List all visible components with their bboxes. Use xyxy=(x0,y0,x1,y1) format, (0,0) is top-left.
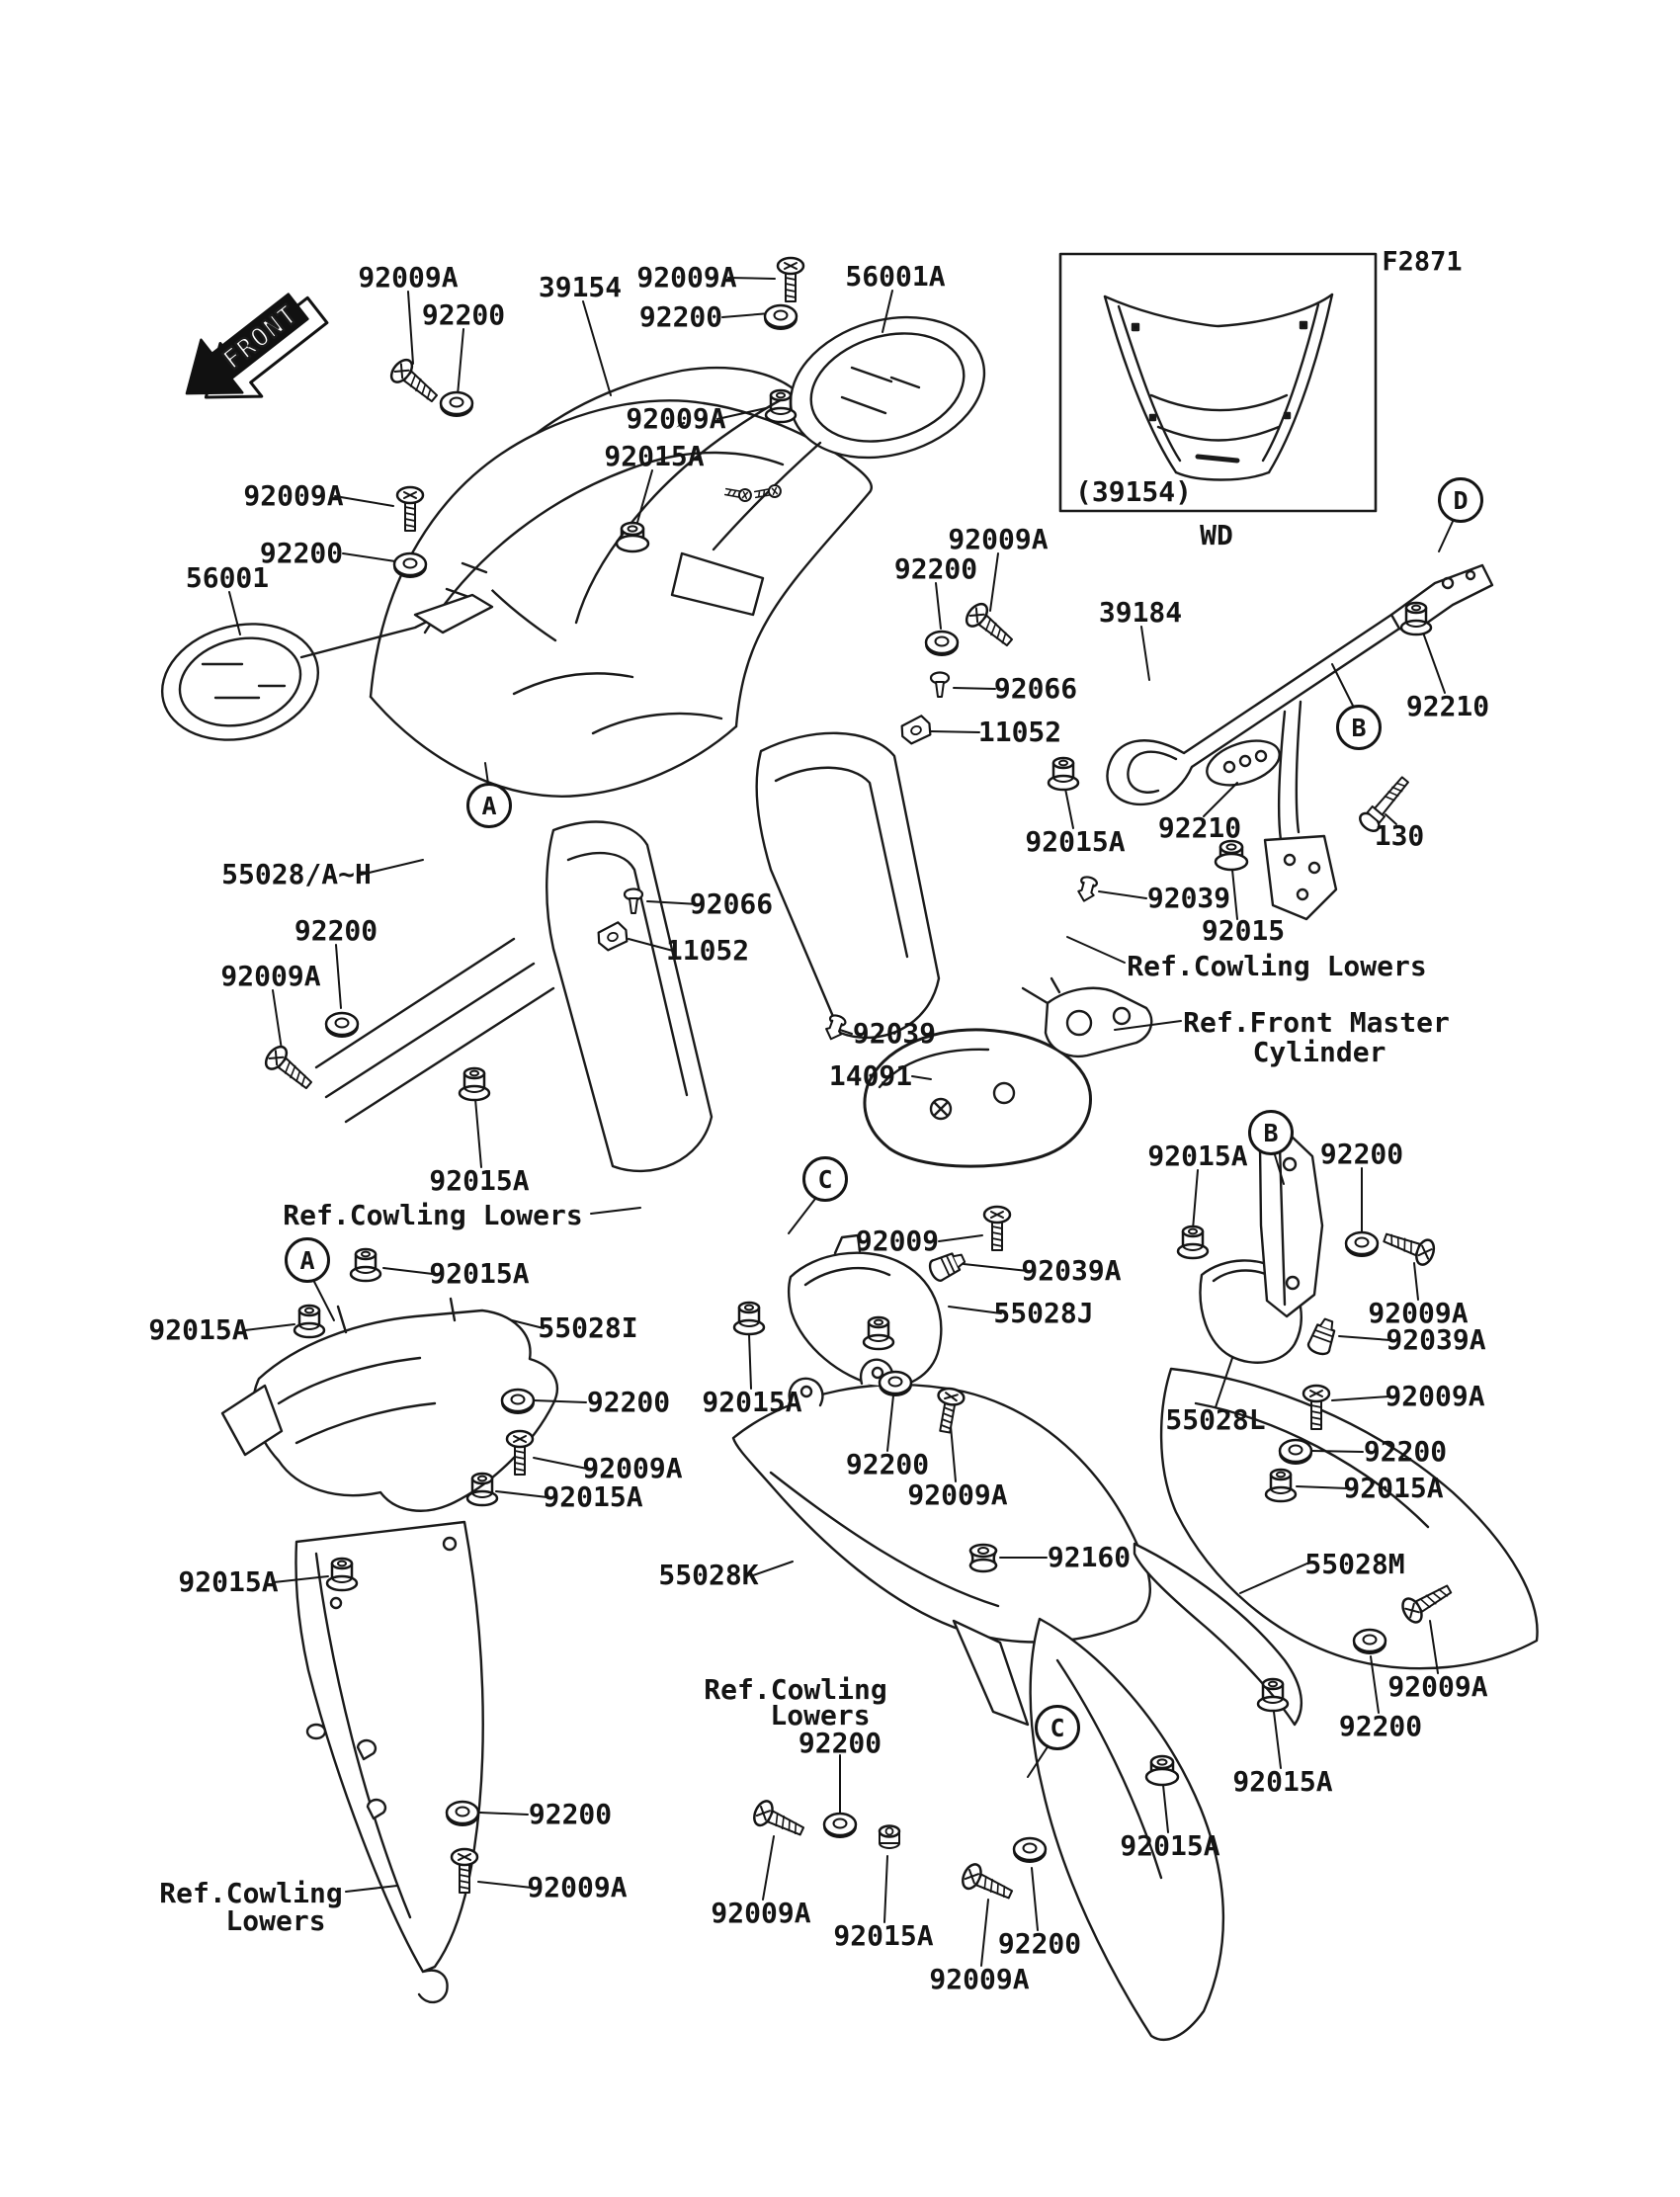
view-callout-b: B xyxy=(1336,705,1382,750)
part-label-92009a: 92009A xyxy=(1387,1670,1488,1703)
part-label-92210: 92210 xyxy=(1157,811,1242,844)
part-label-92200: 92200 xyxy=(997,1927,1082,1960)
part-label-55028l: 55028L xyxy=(1165,1403,1266,1436)
part-label-cylinder: Cylinder xyxy=(1252,1036,1386,1068)
inset-caption: (39154) xyxy=(1074,475,1193,508)
view-callout-a: A xyxy=(285,1237,330,1283)
part-label-56001: 56001 xyxy=(185,561,270,594)
part-label-130: 130 xyxy=(1374,819,1425,852)
part-label-92200: 92200 xyxy=(586,1386,671,1418)
front-arrow-label: FRONT xyxy=(217,298,304,377)
part-label-14091: 14091 xyxy=(828,1059,913,1092)
part-label-92009a: 92009A xyxy=(1368,1297,1469,1329)
part-label-92015a: 92015A xyxy=(429,1164,530,1197)
part-label-11052: 11052 xyxy=(665,934,750,967)
part-label-92039: 92039 xyxy=(852,1017,937,1050)
part-label-92015a: 92015A xyxy=(1120,1829,1220,1862)
part-label-lowers: Lowers xyxy=(770,1699,871,1732)
part-label-lowers: Lowers xyxy=(225,1904,326,1937)
view-callout-c: C xyxy=(802,1156,848,1202)
part-label-92039: 92039 xyxy=(1146,882,1231,914)
part-label-92015a: 92015A xyxy=(1343,1472,1444,1504)
part-label-92015a: 92015A xyxy=(429,1257,530,1290)
part-label-92015a: 92015A xyxy=(1025,825,1126,858)
part-label-92015a: 92015A xyxy=(148,1313,249,1346)
part-label-92009a: 92009A xyxy=(358,261,459,294)
part-label-92200: 92200 xyxy=(1338,1710,1423,1742)
part-label-92009a: 92009A xyxy=(527,1871,628,1903)
view-callout-d: D xyxy=(1438,477,1483,523)
part-label-92009a: 92009A xyxy=(582,1452,683,1484)
figure-code: F2871 xyxy=(1382,246,1463,278)
part-label-92009a: 92009A xyxy=(929,1963,1030,1995)
view-callout-a: A xyxy=(466,783,512,828)
part-label-92009a: 92009A xyxy=(220,960,321,992)
part-label-92015a: 92015A xyxy=(1232,1765,1333,1798)
part-label-92009a: 92009A xyxy=(1385,1380,1485,1412)
part-label-92200: 92200 xyxy=(1319,1138,1404,1170)
part-label-92009a: 92009A xyxy=(907,1479,1008,1511)
part-label-92015a: 92015A xyxy=(702,1386,802,1418)
part-label-92015a: 92015A xyxy=(604,440,705,472)
part-label-92015a: 92015A xyxy=(1147,1140,1248,1172)
part-label-92200: 92200 xyxy=(528,1798,613,1830)
part-label-92200: 92200 xyxy=(798,1727,882,1759)
part-label-55028m: 55028M xyxy=(1304,1548,1405,1580)
part-label-92066: 92066 xyxy=(993,672,1078,705)
part-label-92009a: 92009A xyxy=(243,479,344,512)
part-label-92009a: 92009A xyxy=(636,261,737,294)
part-label-92200: 92200 xyxy=(845,1448,930,1480)
view-callout-b: B xyxy=(1248,1110,1294,1155)
view-callout-c: C xyxy=(1035,1705,1080,1750)
part-label-ref-cowling-lowers: Ref.Cowling Lowers xyxy=(283,1199,583,1231)
part-label-39184: 39184 xyxy=(1098,596,1183,629)
part-label-92009a: 92009A xyxy=(711,1897,811,1929)
part-label-ref-cowling: Ref.Cowling xyxy=(704,1673,887,1706)
part-label-92015a: 92015A xyxy=(543,1480,643,1513)
part-label-55028-a-h: 55028/A~H xyxy=(221,858,372,890)
part-label-92210: 92210 xyxy=(1405,690,1490,722)
part-label-ref-cowling: Ref.Cowling xyxy=(159,1877,343,1909)
part-label-92009a: 92009A xyxy=(626,402,726,435)
part-label-92200: 92200 xyxy=(893,552,978,585)
part-label-92200: 92200 xyxy=(259,537,344,569)
part-label-92200: 92200 xyxy=(638,300,723,333)
part-label-92015: 92015 xyxy=(1201,914,1286,947)
part-label-92200: 92200 xyxy=(294,914,378,947)
part-label-92039a: 92039A xyxy=(1021,1254,1122,1287)
part-label-56001a: 56001A xyxy=(845,260,946,293)
part-label-55028k: 55028K xyxy=(658,1559,759,1591)
part-label-92015a: 92015A xyxy=(178,1565,279,1598)
part-label-92200: 92200 xyxy=(421,298,506,331)
part-label-55028j: 55028J xyxy=(993,1297,1094,1329)
part-label-92015a: 92015A xyxy=(833,1919,934,1952)
part-label-92160: 92160 xyxy=(1047,1541,1132,1573)
part-label-92066: 92066 xyxy=(689,887,774,920)
part-label-92200: 92200 xyxy=(1363,1435,1448,1468)
part-label-92039a: 92039A xyxy=(1386,1323,1486,1356)
part-label-92009a: 92009A xyxy=(948,523,1049,555)
part-label-39154: 39154 xyxy=(538,271,623,303)
part-label-ref-front-master: Ref.Front Master xyxy=(1183,1006,1450,1039)
inset-view-label: WD xyxy=(1200,519,1233,551)
part-label-92009: 92009 xyxy=(855,1225,940,1257)
part-label-11052: 11052 xyxy=(977,716,1062,748)
part-label-ref-cowling-lowers: Ref.Cowling Lowers xyxy=(1127,950,1427,982)
part-label-55028i: 55028I xyxy=(538,1311,638,1344)
